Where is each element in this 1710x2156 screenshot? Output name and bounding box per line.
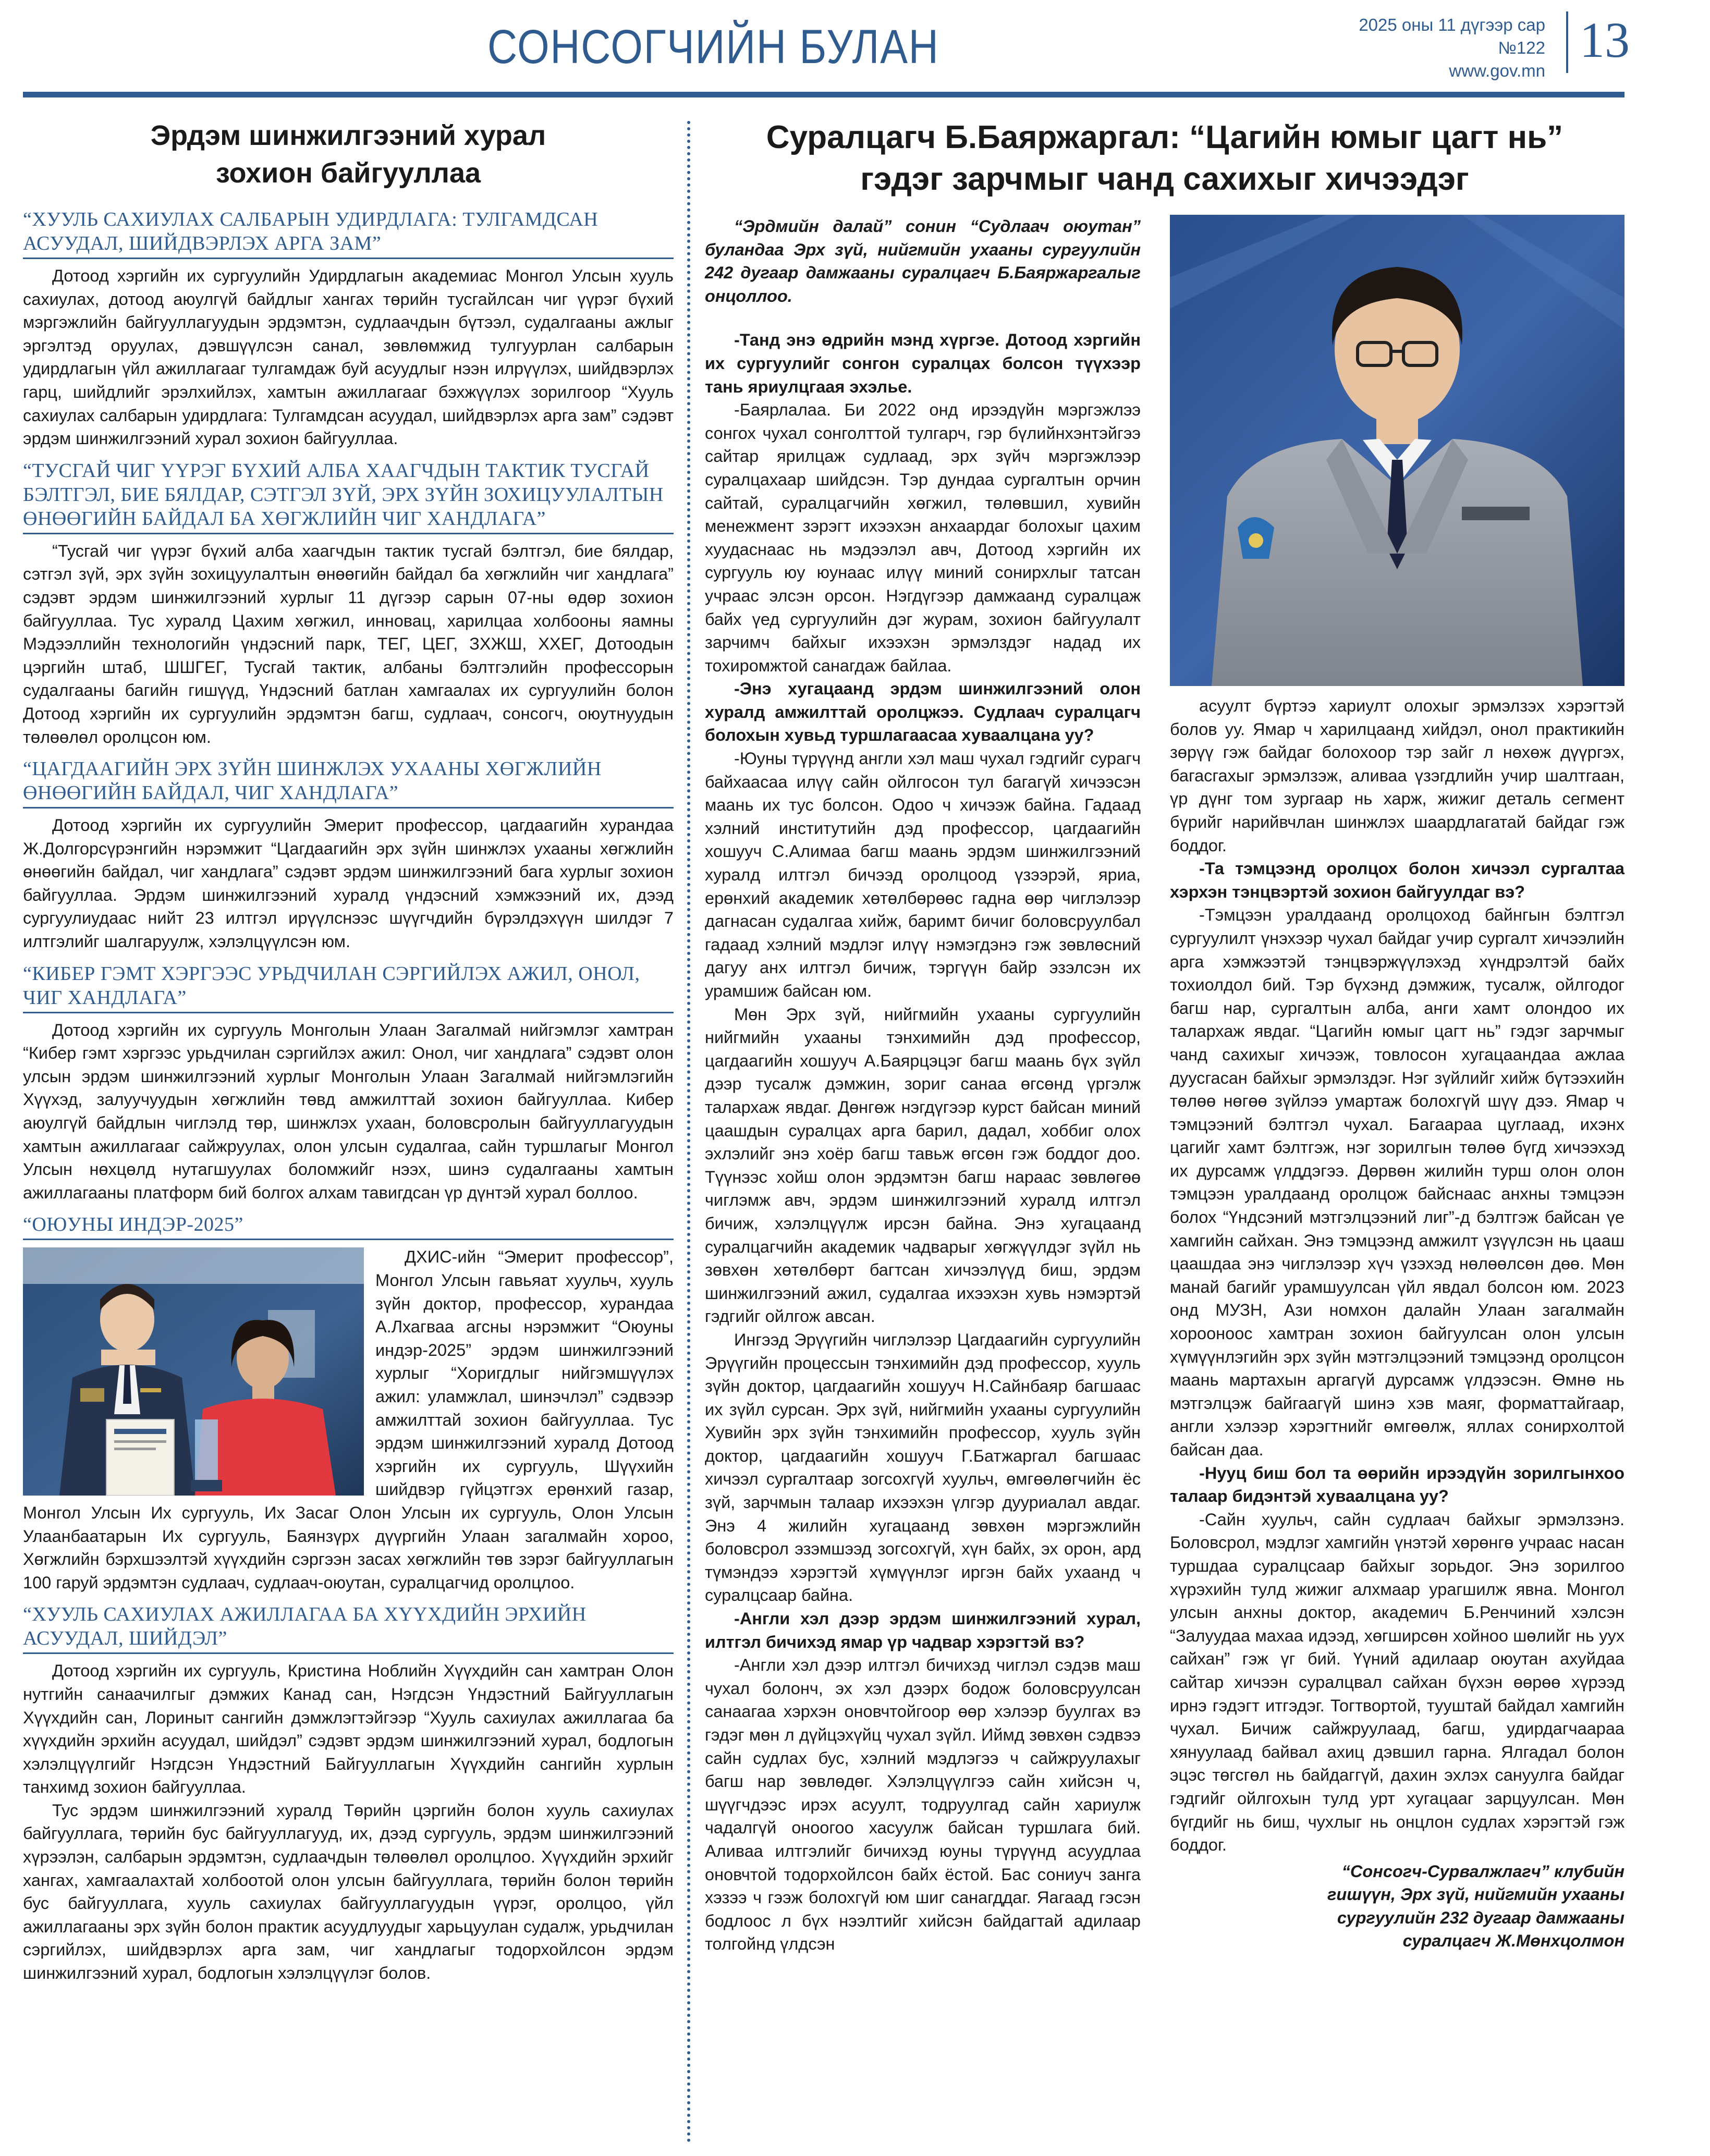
- student-portrait-image: [1170, 215, 1624, 686]
- page-number: 13: [1566, 11, 1630, 73]
- right-article-title: [705, 117, 1624, 200]
- interview-question: -Энэ хугацаанд эрдэм шинжилгээний олон хуралд амжилттай оролцжээ. Судлаач суралцагч болохын хувьд туршлагаасаа хуваалцана уу?: [705, 679, 1141, 745]
- section-heading: “ОЮУНЫ ИНДЭР-2025”: [23, 1212, 674, 1240]
- section-6: [23, 1602, 674, 1985]
- left-article-title: [23, 117, 674, 192]
- signature-line: “Сонсогч-Сурвалжлагч” клубийн: [1341, 1861, 1624, 1881]
- interview-question: -Танд энэ өдрийн мэнд хүргэе. Дотоод хэргийн их сургуулийг сонгон суралцах болсон түүхээр тань яриулцгаая эхэлье.: [705, 330, 1141, 396]
- section-2: [23, 459, 674, 749]
- section-paragraph: Дотоод хэргийн их сургууль, Кристина Ноблийн Хүүхдийн сан хамтран Олон нутгийн санаачилгыг дэмжих Канад сан, Нэгдсэн Үндэстний Байгууллагын Хүүхдийн сан, Лориныт сангийн дэмжлэгтэйгээр “Хууль сахиулах ажиллагаа ба хүүхдийн эрхийн асуудал, шийдэл” сэдэвт эрдэм шинжилгээний хурал, бодлогын хэлэлцүүлгийг Нэгдсэн Үндэстний Байгууллагын Хүүхдийн сангийн хурлын танхимд зохион байгууллаа.: [23, 1661, 674, 1797]
- left-title-line-2: зохион байгууллаа: [215, 157, 481, 189]
- section-paragraph: “Тусгай чиг үүрэг бүхий алба хаагчдын тактик тусгай бэлтгэл, бие бялдар, сэтгэл зүй, эрх зүйн зохицуулалтын өнөөгийн байдал ба хөгжлийн чиг хандлага” сэдэвт эрдэм шинжилгээний хурлыг 11 дүгээр сарын 07-ны өдөр зохион байгууллаа. Тус хуралд Цахим хөгжил, инновац, харилцаа холбооны яамны Мэдээллийн технологийн үндэсний парк, ТЕГ, ЦЕГ, ЗХЖШ, ХХЕГ, Дотоодын цэргийн штаб, ШШГЕГ, Тусгай тактик, албаны бэлтгэлийн профессорын судалгааны багийн гишүүд, Үндэсний батлан хамгаалах их сургуулийн болон Дотоод хэргийн их сургуулийн эрдэмтэн багш, судлаач, сонсогч, оюутнуудын төлөөлөл оролцсон юм.: [23, 541, 674, 746]
- section-paragraph: Дотоод хэргийн их сургууль Монголын Улаан Загалмай нийгэмлэг хамтран “Кибер гэмт хэргээс урьдчилан сэргийлэх ажил: Онол, чиг хандлага” сэдэвт олон улсын эрдэм шинжилгээний хурлыг Монголын Улаан Загалмай нийгэмлэгийн Хүүхэд, залуучуудын хөгжлийн төвд амжилттай зохион байгууллаа. Кибер аюулгүй байдлын чиглэлд төр, шинжлэх ухаан, боловсролын байгууллагуудын хамтын ажиллагааг сайжруулах, олон улсын судалгаа, сайн туршлагыг Монгол Улсын нөхцөлд нутагшуулах боломжийг нээх, шинэ судалгааны хамтын ажиллагааны платформ бий болгох алхам тавигдсан үр дүнтэй хурал боллоо.: [23, 1020, 674, 1202]
- left-title-line-1: Эрдэм шинжилгээний хурал: [150, 120, 546, 151]
- left-article: [23, 117, 674, 1987]
- right-title-line-1: Суралцагч Б.Баяржаргал: “Цагийн юмыг цагт нь”: [766, 119, 1564, 155]
- masthead-rule: [23, 92, 1624, 97]
- issue-info: [1359, 14, 1545, 82]
- section-heading: “ЦАГДААГИЙН ЭРХ ЗҮЙН ШИНЖЛЭХ УХААНЫ ХӨГЖЛИЙН ӨНӨӨГИЙН БАЙДАЛ, ЧИГ ХАНДЛАГА”: [23, 757, 674, 808]
- section-4: [23, 962, 674, 1205]
- interview-column-1: [705, 215, 1141, 1956]
- signature-line: суралцагч Ж.Мөнхцолмон: [1402, 1931, 1624, 1951]
- section-1: [23, 207, 674, 450]
- section-paragraph: ДХИС-ийн “Эмерит профессор”, Монгол Улсын гавьяат хуульч, хууль зүйн доктор, профессор, хурандаа А.Лхагваа агсны нэрэмжит “Оюуны индэр-2025” эрдэм шинжилгээний хурлыг “Хоригдлыг нийгэмшүүлэх ажил: уламжлал, шинэчлэл” сэдвээр амжилттай зохион байгууллаа. Тус эрдэм шинжилгээний хуралд Дотоод хэргийн их сургууль, Шүүхийн шийдвэр гүйцэтгэх ерөнхий газар, Монгол Улсын Их сургууль, Их Засаг Олон Улсын их сургууль, Олон Улсын Улаанбаатарын Их сургууль, Баянзүрх дүүргийн Улаан загалмайн хороо, Хөгжлийн бэрхшээлтэй хүүхдийн сэргээн засах хөгжлийн төв зэрэг байгууллагын 100 гаруй эрдэмтэн судлаач, судлаач-оюутан, суралцагчид оролцлоо.: [23, 1247, 674, 1592]
- section-heading: “ТУСГАЙ ЧИГ ҮҮРЭГ БҮХИЙ АЛБА ХААГЧДЫН ТАКТИК ТУСГАЙ БЭЛТГЭЛ, БИЕ БЯЛДАР, СЭТГЭЛ ЗҮЙ, ЭРХ ЗҮЙН ЗОХИЦУУЛАЛТЫН ӨНӨӨГИЙН БАЙДАЛ БА ХӨГЖЛИЙН ЧИГ ХАНДЛАГА”: [23, 459, 674, 534]
- interview-answer: асуулт бүртээ хариулт олохыг эрмэлзэх хэрэгтэй болов уу. Ямар ч харилцаанд хийдэл, онол практикийн зөрүү гэж байдаг болохоор тэр зайг л нөхөж дүүргэх, багасгахыг эрмэлзэж, аливаа үзэгдлийн учир шалтгаан, үр дүнг том зургаар нь харж, жижиг деталь сегмент бүрийг нарийвчлан шинжлэх шаардлагатай байдаг гэж боддог.: [1170, 696, 1624, 855]
- section-paragraph: Тус эрдэм шинжилгээний хуралд Төрийн цэргийн болон хууль сахиулах байгууллага, төрийн бус байгууллагууд, их, дээд сургууль, эрдэм шинжилгээний хүрээлэн, салбарын эрдэмтэн, судлаачдын төлөөлөл оролцлоо. Хүүхдийн эрхийг хангах, хамгаалахтай холбоотой олон улсын байгууллага, төрийн болон төрийн бус байгууллага, хууль сахиулах байгууллагуудын үүрэг, оролцоо, үйл ажиллагааны эрх зүйн болон практик асуудлуудыг харьцуулан судалж, урьдчилан сэргийлэх, шийдвэрлэх арга зам, чиг хандлагыг тодорхойлсон эрдэм шинжилгээний хурал, бодлогын хэлэлцүүлэг болов.: [23, 1800, 674, 1983]
- interview-qa-list: [705, 328, 1141, 1956]
- interview-answer: -Сайн хуульч, сайн судлаач байхыг эрмэлзэнэ. Боловсрол, мэдлэг хамгийн үнэтэй хөрөнгө учраас насан туршдаа суралцсаар байхыг зорьдог. Энэ зорилгоо хүрэхийн тулд жижиг алхмаар урагшилж явна. Монгол улсын анхны доктор, академич Б.Ренчиний хэлсэн “Залуудаа махаа идээд, хөгширсөн хойноо шөлийг нь уух сайхан” гэж үг бий. Үүний адилаар оюутан ахуйдаа сайтар хичээн суралцвал сайхан бүхэн өөрөө хүрээд ирнэ гэдэгт итгэдэг. Тогтвортой, тууштай байдал хамгийн чухал. Бичиж сайжруулаад, багш, удирдагчаараа хянуулаад байвал ахиц дэвшил гарна. Ялгадал болон эцэс төгсгөл нь байдаггүй, дахин эхлэх сануулга байдаг гэдгийг ойлгохын тулд урт хугацааг зарцуулсан. Мөн бүгдийг нь биш, чухлыг нь онцлон судлах хэрэгтэй гэж боддог.: [1170, 1510, 1624, 1855]
- award-photo-image: [23, 1247, 364, 1496]
- award-photo: [23, 1247, 364, 1496]
- section-paragraph: Дотоод хэргийн их сургуулийн Эмерит профессор, цагдаагийн хурандаа Ж.Долгорсүрэнгийн нэрэмжит “Цагдаагийн эрх зүйн шинжлэх ухааны хөгжлийн өнөөгийн байдал, чиг хандлага” сэдэвт эрдэм шинжилгээний бага хурлыг зохион байгууллаа. Эрдэм шинжилгээний хуралд үндэсний хэмжээний их, дээд сургуулиудаас нийт 23 илтгэл ирүүлснээс шүүгчдийн бүрэлдэхүүн шилдэг 7 илтгэлийг шалгаруулж, хэлэлцүүлсэн юм.: [23, 816, 674, 951]
- student-portrait: [1170, 215, 1624, 686]
- interview-answer: -Баярлалаа. Би 2022 онд ирээдүйн мэргэжлээ сонгох чухал сонголттой тулгарч, гэр бүлийнхэнтэйгээ сайтар ярилцаж судлаад, эрх зүйч мэргэжлээр суралцахаар шийдсэн. Тэр дундаа сургалтын орчин сайтай, суралцагчийн хөгжил, төлөвшил, хувийн менежмент зэрэгт ихээхэн анхаардаг болохыг цахим хуудаснаас нь мэдээлэл авч, Дотоод хэргийн их сургууль юу юунаас илүү миний сонирхлыг татсан учраас элсэн орсон. Нэгдүгээр дамжаанд суралцаж байх үед сургуулийн дэг журам, зохион байгуулалт зарчимч байхыг ихээхэн эрмэлздэг надад их тохиромжтой санагдаж байлаа.: [705, 400, 1141, 675]
- interview-answer: Мөн Эрх зүй, нийгмийн ухааны сургуулийн нийгмийн ухааны тэнхимийн дэд профессор, цагдаагийн хошууч А.Баярцэцэг багш маань бүх зүйл дээр тусалж дэмжин, зориг санаа өгсөнд үргэлж талархаж явдаг. Дөнгөж нэгдүгээр курст байсан миний цаашдын суралцах арга барил, дадал, хоббиг олох эхлэлийг энэ хоёр багш тавьж өгсөн гэж боддог доо. Түүнээс хойш олон эрдэмтэн багш нараас зөвлөгөө чиглэмж авч, эрдэм шинжилгээний хуралд илтгэл бичиж, хэлэлцүүлж ирсэн байна. Энэ хугацаанд суралцагчийн академик чадварыг хөгжүүлдэг зүйл нь зөвхөн хөтөлбөрт багтсан хичээлүүд биш, эрдэм шинжилгээний ажил, судалгаа ихээхэн хувь нэмэртэй гэдгийг ойлгож авсан.: [705, 1005, 1141, 1326]
- website-link[interactable]: www.gov.mn: [1449, 61, 1545, 80]
- section-heading: “ХУУЛЬ САХИУЛАХ АЖИЛЛАГАА БА ХҮҮХДИЙН ЭРХИЙН АСУУДАЛ, ШИЙДЭЛ”: [23, 1602, 674, 1654]
- interview-answer: Ингээд Эрүүгийн чиглэлээр Цагдаагийн сургуулийн Эрүүгийн процессын тэнхимийн дэд профессор, хууль зүйн доктор, цагдаагийн хошууч Н.Сайнбаяр багшаас их зүйл сурсан. Эрх зүй, нийгмийн ухааны сургуулийн Хувийн эрх зүйн тэнхимийн профессор, хууль зүйн доктор, цагдаагийн хошууч Г.Батжаргал багшаас хичээл сургалтаар зогсохгүй хуульч, өмгөөлөгчийн ёс зүй, зарчмын талаар ихээхэн үлгэр дууриалал авдаг. Энэ 4 жилийн хугацаанд зөвхөн мэргэжлийн боловсрол эзэмшээд зогсохгүй, хүн байх, эх орон, ард түмэндээ хэрэгтэй хүмүүнлэг иргэн байх ухаанд ч суралцсаар байна.: [705, 1330, 1141, 1605]
- right-title-line-2: гэдэг зарчмыг чанд сахихыг хичээдэг: [860, 161, 1469, 197]
- interview-intro: “Эрдмийн далай” сонин “Судлаач оюутан” буландаа Эрх зүй, нийгмийн ухааны сургуулийн 242 дугаар дамжааны суралцагч Б.Баяржаргалыг онцоллоо.: [705, 217, 1141, 305]
- interview-answer: -Англи хэл дээр илтгэл бичихэд чиглэл сэдэв маш чухал болонч, эх хэл дээрх бодож боловсруулсан санаагаа хэрхэн оновчтойгоор өөр хэлээр буулгах вэ гэдэг мөн л дүйцэхүйц чухал зүйл. Иймд зөвхөн сэдвээ сайн судлах бус, хэлний мэдлэгээ ч сайжруулахыг багш нар зөвлөдөг. Хэлэлцүүлгээ сайн хийсэн ч, шүүгчдээс ирэх асуулт, тодруулгад сайн хариулж чадалгүй оноогоо хасуулж байсан туршлага бий. Аливаа илтгэлийг бичихэд юуны түрүүнд асуудлаа оновчтой тодорхойлсон байх ёстой. Бас сониуч занга хэзээ ч гээж болохгүй юм шиг санагддаг. Яагаад гэсэн бодлоос л бүх нээлтийг хийсэн байдагтай адилаар толгойнд үлдсэн: [705, 1656, 1141, 1954]
- section-paragraph: Дотоод хэргийн их сургуулийн Удирдлагын академиас Монгол Улсын хууль сахиулах, дотоод аюулгүй байдлыг хангах төрийн тусгайлсан чиг үүрэг бүхий мэргэжлийн байгууллагуудын эрдэмтэн, судлаачдын бүтээл, судалгааны ажлыг эргэлтэд оруулах, дэвшүүлсэн санал, зөвлөмжид тулгуурлан салбарын удирдлагын үйл ажиллагааг тулгамдаж буй асуудлыг нээн илрүүлэх, шийдвэрлэх гарц, шийдлийг эрэлхийлэх, хамтын ажиллагааг бэхжүүлэх зорилгоор “Хууль сахиулах салбарын удирдлага: Тулгамдсан асуудал, шийдвэрлэх арга зам” сэдэвт эрдэм шинжилгээний хурал зохион байгууллаа.: [23, 266, 674, 448]
- interview-column-2: [1170, 215, 1624, 1953]
- column-divider: [687, 121, 690, 2143]
- issue-number: №122: [1498, 38, 1545, 57]
- section-heading: “КИБЕР ГЭМТ ХЭРГЭЭС УРЬДЧИЛАН СЭРГИЙЛЭХ АЖИЛ, ОНОЛ, ЧИГ ХАНДЛАГА”: [23, 962, 674, 1013]
- interview-qa-list-continued: [1170, 694, 1624, 1857]
- masthead: [0, 0, 1710, 104]
- interview-answer: -Юуны түрүүнд англи хэл маш чухал гэдгийг сурагч байхаасаа илүү сайн ойлгосон тул багагүй хичээсэн маань их тус болсон. Одоо ч хичээж байна. Гадаад хэлний институтийн дэд профессор, цагдаагийн хошууч С.Алимаа багш маань эрдэм шинжилгээний хуралд илтгэл бичээд оролцоод үзээрэй, яриа, ерөнхий академик хөтөлбөрөөс гадна өөр чиглэлээр дагнасан судалгаа хийж, баримт бичиг боловсруулбал гадаад хэлний мэдлэг илүү нэмэгдэнэ гэж зөвлөсний дагуу анх илтгэл бичиж, тэргүүн байр эзэлсэн их урамшиж байсан юм.: [705, 749, 1141, 1000]
- section-title: СОНСОГЧИЙН БУЛАН: [487, 20, 939, 74]
- interview-question: -Англи хэл дээр эрдэм шинжилгээний хурал, илтгэл бичихэд ямар үр чадвар хэрэгтэй вэ?: [705, 1609, 1141, 1651]
- signature-line: гишүүн, Эрх зүй, нийгмийн ухааны: [1327, 1885, 1624, 1904]
- interview-question: -Та тэмцээнд оролцох болон хичээл сургалтаа хэрхэн тэнцвэртэй зохион байгуулдаг вэ?: [1170, 859, 1624, 901]
- section-3: [23, 757, 674, 953]
- section-heading: “ХУУЛЬ САХИУЛАХ САЛБАРЫН УДИРДЛАГА: ТУЛГАМДСАН АСУУДАЛ, ШИЙДВЭРЛЭХ АРГА ЗАМ”: [23, 207, 674, 259]
- issue-date: 2025 оны 11 дүгээр сар: [1359, 15, 1545, 34]
- author-signature: [1170, 1860, 1624, 1953]
- interview-answer: -Тэмцээн уралдаанд оролцоход байнгын бэлтгэл сургуулилт үнэхээр чухал байдаг учир сургалт хичээлийн арга хэмжээтэй тэнцвэржүүлэхэд хүндрэлтэй байх тохиолдол бий. Тэр бүхэнд дэмжиж, тусалж, ойлгодог багш нар, сургалтын алба, анги хамт олондоо их талархаж явдаг. “Цагийн юмыг цагт нь” гэдэг зарчмыг чанд сахихыг хичээж, товлосон хугацаандаа ажлаа дуусгасан байхыг эрмэлздэг. Нэг зүйлийг хийж бүтээхийн төлөө нөгөө зүйлээ умартаж болохгүй шүү дээ. Ямар ч тэмцээний бэлтгэл чухал. Багаараа цуглаад, ихэнх цагийг хамт бэлтгэж, нэг зорилгын төлөө бүгд хичээхэд их дурсамж үлддэгээ. Дөрвөн жилийн турш олон олон тэмцээн уралдаанд оролцож байснаас анхны тэмцээн болох “Үндсэний мэтгэлцээний лиг”-д бэлтгэж байсан үе хамгийн сайхан. Энэ тэмцээнд амжилт үзүүлсэн нь цааш цаашдаа энэ чиглэлээр хүч үзэхэд нөлөөлсөн дөө. Мөн манай багийг урамшуулсан үйл явдал болсон юм. 2023 онд МУЗН, Ази номхон далайн Улаан загалмайн хорооноос хамтран зохион байгуулсан олон улсын хүмүүнлэгийн эрх зүйн мэтгэлцээний тэмцээнд оролцсон маань мартахын аргагүй дурсамж үлдээсэн. Өмнө нь мэтгэлцэж байгаагүй шинэ хэв маяг, форматтайгаар, англи хэлээр хэрэгтнийг өмгөөлж, яллах сонирхолтой байсан даа.: [1170, 905, 1624, 1459]
- section-5: [23, 1212, 674, 1594]
- interview-question: -Нууц биш бол та өөрийн ирээдүйн зорилгынхоо талаар бидэнтэй хуваалцана уу?: [1170, 1463, 1624, 1506]
- right-article: [705, 117, 1624, 1954]
- signature-line: сургуулийн 232 дугаар дамжааны: [1337, 1908, 1624, 1927]
